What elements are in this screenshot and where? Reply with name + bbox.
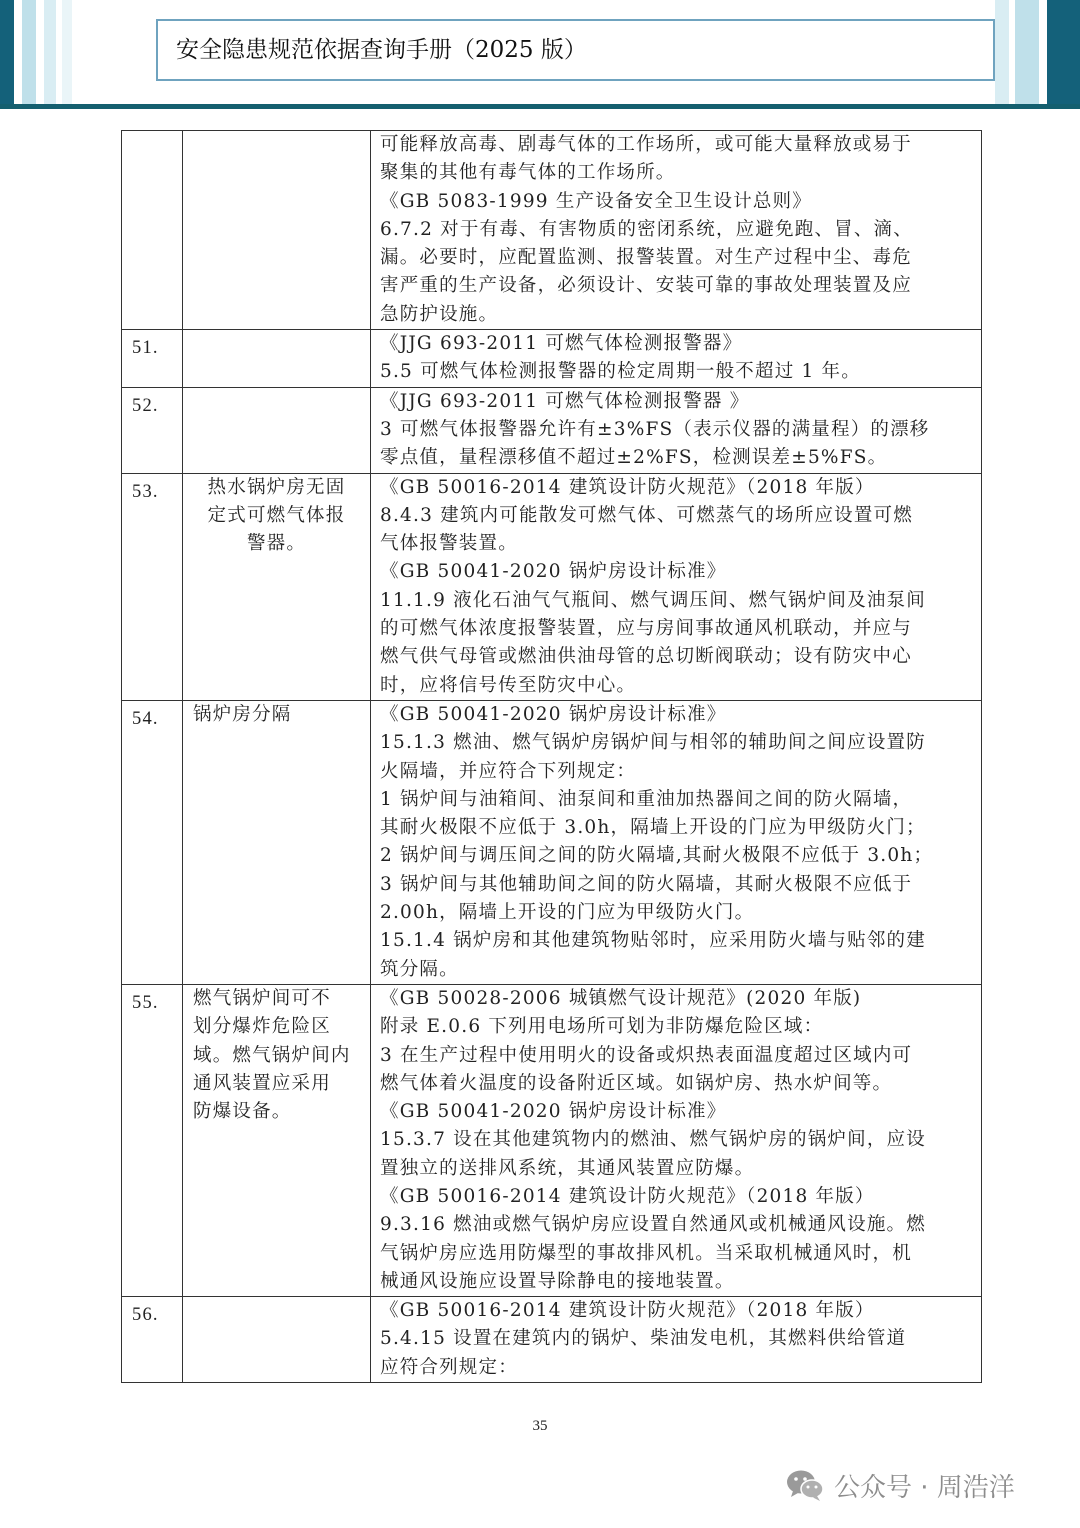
- wechat-icon: [786, 1468, 824, 1502]
- watermark: [786, 1465, 1015, 1505]
- basis-line: 聚集的其他有毒气体的工作场所。: [380, 162, 676, 184]
- hazard-item: [183, 700, 371, 984]
- basis-line: 15.1.3 燃油、燃气锅炉房锅炉间与相邻的辅助间之间应设置防: [380, 732, 926, 754]
- basis-line: 1 锅炉间与油箱间、油泵间和重油加热器间之间的防火隔墙，: [380, 788, 913, 810]
- hazard-item: [183, 984, 371, 1296]
- basis-line: 《JJG 693-2011 可燃气体检测报警器》: [380, 333, 743, 355]
- basis-line: 火隔墙，并应符合下列规定：: [380, 760, 637, 782]
- basis-line: 气体报警装置。: [380, 533, 518, 555]
- row-number: 53.: [122, 473, 183, 700]
- basis-line: 《GB 5083-1999 生产设备安全卫生设计总则》: [380, 190, 812, 212]
- watermark-text: 公众号 · 周浩洋: [834, 1472, 1015, 1503]
- hazard-item: [183, 473, 371, 700]
- basis-line: 《JJG 693-2011 可燃气体检测报警器 》: [380, 390, 750, 412]
- basis-line: 置独立的送排风系统，其通风装置应防爆。: [380, 1157, 755, 1179]
- regulation-basis: [371, 330, 982, 388]
- header-bar: [995, 0, 1009, 105]
- table-row: [122, 984, 982, 1296]
- page-number: 35: [532, 1418, 548, 1434]
- basis-line: 《GB 50016-2014 建筑设计防火规范》（2018 年版）: [380, 1300, 875, 1322]
- basis-line: 5.4.15 设置在建筑内的锅炉、柴油发电机，其燃料供给管道: [380, 1328, 907, 1350]
- hazard-item-line: 燃气锅炉间可不: [193, 987, 331, 1009]
- row-number: [122, 131, 183, 330]
- basis-line: 气锅炉房应选用防爆型的事故排风机。当采取机械通风时，机: [380, 1242, 912, 1264]
- basis-line: 8.4.3 建筑内可能散发可燃气体、可燃蒸气的场所应设置可燃: [380, 504, 913, 526]
- basis-line: 3 在生产过程中使用明火的设备或炽热表面温度超过区域内可: [380, 1044, 913, 1066]
- header-bar: [1015, 0, 1039, 105]
- basis-line: 零点值，量程漂移值不超过±2%FS，检测误差±5%FS。: [380, 447, 888, 469]
- row-number: 56.: [122, 1297, 183, 1383]
- regulation-basis: [371, 131, 982, 330]
- basis-line: 5.5 可燃气体检测报警器的检定周期一般不超过 1 年。: [380, 361, 861, 383]
- regulation-basis: [371, 387, 982, 473]
- hazard-item: [183, 1297, 371, 1383]
- row-number: 51.: [122, 330, 183, 388]
- basis-line: 9.3.16 燃油或燃气锅炉房应设置自然通风或机械通风设施。燃: [380, 1214, 926, 1236]
- basis-line: 《GB 50041-2020 锅炉房设计标准》: [380, 703, 727, 725]
- basis-line: 害严重的生产设备，必须设计、安装可靠的事故处理装置及应: [380, 275, 912, 297]
- basis-line: 的可燃气体浓度报警装置，应与房间事故通风机联动，并应与: [380, 618, 912, 640]
- basis-line: 附录 E.0.6 下列用电场所可划为非防爆危险区域：: [380, 1016, 824, 1038]
- basis-line: 2.00h，隔墙上开设的门应为甲级防火门。: [380, 902, 755, 924]
- table-row: [122, 473, 982, 700]
- basis-line: 应符合列规定：: [380, 1356, 518, 1378]
- header-bar: [0, 0, 14, 105]
- basis-line: 11.1.9 液化石油气气瓶间、燃气调压间、燃气锅炉间及油泵间: [380, 589, 926, 611]
- basis-line: 2 锅炉间与调压间之间的防火隔墙,其耐火极限不应低于 3.0h；: [380, 845, 934, 867]
- basis-line: 漏。必要时，应配置监测、报警装置。对生产过程中尘、毒危: [380, 247, 912, 269]
- basis-line: 燃气供气母管或燃油供油母管的总切断阀联动；设有防灾中心: [380, 646, 912, 668]
- table-row: [122, 700, 982, 984]
- hazard-item: [183, 387, 371, 473]
- table-row: [122, 387, 982, 473]
- basis-line: 时，应将信号传至防灾中心。: [380, 674, 637, 696]
- table-row: [122, 1297, 982, 1383]
- hazard-item-line: 定式可燃气体报: [207, 504, 346, 526]
- basis-line: 可能释放高毒、剧毒气体的工作场所，或可能大量释放或易于: [380, 134, 912, 155]
- hazard-item-line: 警器。: [246, 533, 307, 555]
- basis-line: 3 锅炉间与其他辅助间之间的防火隔墙，其耐火极限不应低于: [380, 873, 913, 895]
- header-bar: [22, 0, 36, 105]
- regulation-table: [121, 130, 982, 1383]
- hazard-item-line: 防爆设备。: [193, 1101, 292, 1123]
- hazard-item-line: 锅炉房分隔: [193, 703, 292, 725]
- basis-line: 《GB 50016-2014 建筑设计防火规范》（2018 年版）: [380, 476, 875, 498]
- basis-line: 燃气体着火温度的设备附近区域。如锅炉房、热水炉间等。: [380, 1072, 893, 1094]
- header-bar: [44, 0, 56, 105]
- basis-line: 《GB 50028-2006 城镇燃气设计规范》(2020 年版): [380, 987, 862, 1009]
- hazard-item-line: 通风装置应采用: [193, 1072, 331, 1094]
- table-body: [122, 131, 982, 1383]
- hazard-item: [183, 131, 371, 330]
- basis-line: 15.1.4 锅炉房和其他建筑物贴邻时，应采用防火墙与贴邻的建: [380, 930, 926, 952]
- basis-line: 急防护设施。: [380, 303, 499, 325]
- basis-line: 《GB 50016-2014 建筑设计防火规范》（2018 年版）: [380, 1185, 875, 1207]
- regulation-basis: [371, 473, 982, 700]
- basis-line: 械通风设施应设置导除静电的接地装置。: [380, 1270, 735, 1292]
- basis-line: 《GB 50041-2020 锅炉房设计标准》: [380, 1101, 727, 1123]
- hazard-item-line: 域。燃气锅炉间内: [193, 1044, 351, 1066]
- page-title: 安全隐患规范依据查询手册（2025 版）: [176, 37, 587, 63]
- hazard-item: [183, 330, 371, 388]
- basis-line: 筑分隔。: [380, 958, 459, 980]
- table-row: [122, 131, 982, 330]
- row-number: 54.: [122, 700, 183, 984]
- header-bar: [1047, 0, 1080, 105]
- header-bar: [62, 0, 72, 105]
- row-number: 55.: [122, 984, 183, 1296]
- table-row: [122, 330, 982, 388]
- basis-line: 其耐火极限不应低于 3.0h，隔墙上开设的门应为甲级防火门；: [380, 817, 926, 839]
- basis-line: 15.3.7 设在其他建筑物内的燃油、燃气锅炉房的锅炉间，应设: [380, 1129, 926, 1151]
- regulation-basis: [371, 700, 982, 984]
- regulation-basis: [371, 984, 982, 1296]
- basis-line: 《GB 50041-2020 锅炉房设计标准》: [380, 561, 727, 583]
- basis-line: 6.7.2 对于有毒、有害物质的密闭系统，应避免跑、冒、滴、: [380, 218, 913, 240]
- regulation-basis: [371, 1297, 982, 1383]
- basis-line: 3 可燃气体报警器允许有±3%FS（表示仪器的满量程）的漂移: [380, 418, 930, 440]
- header-rule: [0, 104, 1080, 109]
- header-box: [156, 19, 995, 81]
- hazard-item-line: 划分爆炸危险区: [193, 1016, 331, 1038]
- row-number: 52.: [122, 387, 183, 473]
- header-decoration: [0, 0, 1080, 105]
- hazard-item-line: 热水锅炉房无固: [207, 476, 346, 498]
